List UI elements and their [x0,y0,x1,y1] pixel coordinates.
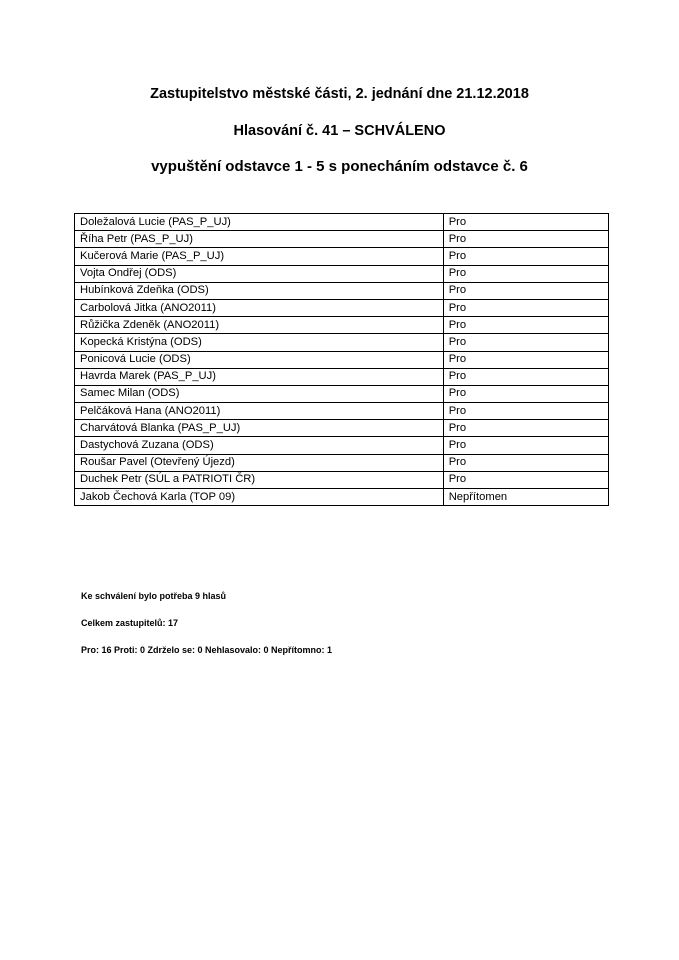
vote-row [75,385,609,402]
vote-value-cell: Pro [443,231,608,248]
vote-row [75,351,609,368]
vote-results-text: Pro: 16 Proti: 0 Zdrželo se: 0 Nehlasovalo: 0 Nepřítomno: 1 [81,645,333,655]
vote-value-cell: Nepřítomen [443,489,608,506]
member-name-cell: Carbolová Jitka (ANO2011) [75,299,444,316]
vote-row [75,368,609,385]
member-name-cell: Růžička Zdeněk (ANO2011) [75,317,444,334]
vote-value-cell: Pro [443,317,608,334]
vote-value-cell: Pro [443,265,608,282]
vote-row [75,454,609,471]
vote-subject: vypuštění odstavce 1 - 5 s ponecháním odstavce č. 6 [151,158,528,175]
member-name-cell: Vojta Ondřej (ODS) [75,265,444,282]
vote-row [75,403,609,420]
vote-value-cell: Pro [443,368,608,385]
vote-row [75,437,609,454]
vote-row [75,420,609,437]
vote-row [75,231,609,248]
member-name-cell: Samec Milan (ODS) [75,385,444,402]
vote-value-cell: Pro [443,334,608,351]
votes-table [74,213,609,506]
vote-value-cell: Pro [443,471,608,488]
vote-row [75,214,609,231]
required-votes-text: Ke schválení bylo potřeba 9 hlasů [81,591,227,601]
member-name-cell: Duchek Petr (SÚL a PATRIOTI ČR) [75,471,444,488]
member-name-cell: Pelčáková Hana (ANO2011) [75,403,444,420]
member-name-cell: Doležalová Lucie (PAS_P_UJ) [75,214,444,231]
vote-value-cell: Pro [443,248,608,265]
member-name-cell: Kučerová Marie (PAS_P_UJ) [75,248,444,265]
vote-row [75,489,609,506]
vote-row [75,471,609,488]
vote-value-cell: Pro [443,454,608,471]
vote-row [75,282,609,299]
vote-value-cell: Pro [443,299,608,316]
member-name-cell: Havrda Marek (PAS_P_UJ) [75,368,444,385]
member-name-cell: Hubínková Zdeňka (ODS) [75,282,444,299]
vote-value-cell: Pro [443,403,608,420]
member-name-cell: Ponicová Lucie (ODS) [75,351,444,368]
member-name-cell: Roušar Pavel (Otevřený Újezd) [75,454,444,471]
vote-row [75,299,609,316]
member-name-cell: Kopecká Kristýna (ODS) [75,334,444,351]
vote-value-cell: Pro [443,437,608,454]
vote-row [75,317,609,334]
member-name-cell: Charvátová Blanka (PAS_P_UJ) [75,420,444,437]
member-name-cell: Říha Petr (PAS_P_UJ) [75,231,444,248]
member-name-cell: Dastychová Zuzana (ODS) [75,437,444,454]
vote-value-cell: Pro [443,420,608,437]
vote-value-cell: Pro [443,351,608,368]
vote-row [75,265,609,282]
vote-row [75,248,609,265]
vote-row [75,334,609,351]
vote-value-cell: Pro [443,385,608,402]
vote-value-cell: Pro [443,282,608,299]
vote-title: Hlasování č. 41 – SCHVÁLENO [233,123,446,139]
vote-value-cell: Pro [443,214,608,231]
document-title: Zastupitelstvo městské části, 2. jednání dne 21.12.2018 [150,86,529,102]
total-members-text: Celkem zastupitelů: 17 [81,618,179,628]
member-name-cell: Jakob Čechová Karla (TOP 09) [75,489,444,506]
votes-table-body [75,214,609,506]
